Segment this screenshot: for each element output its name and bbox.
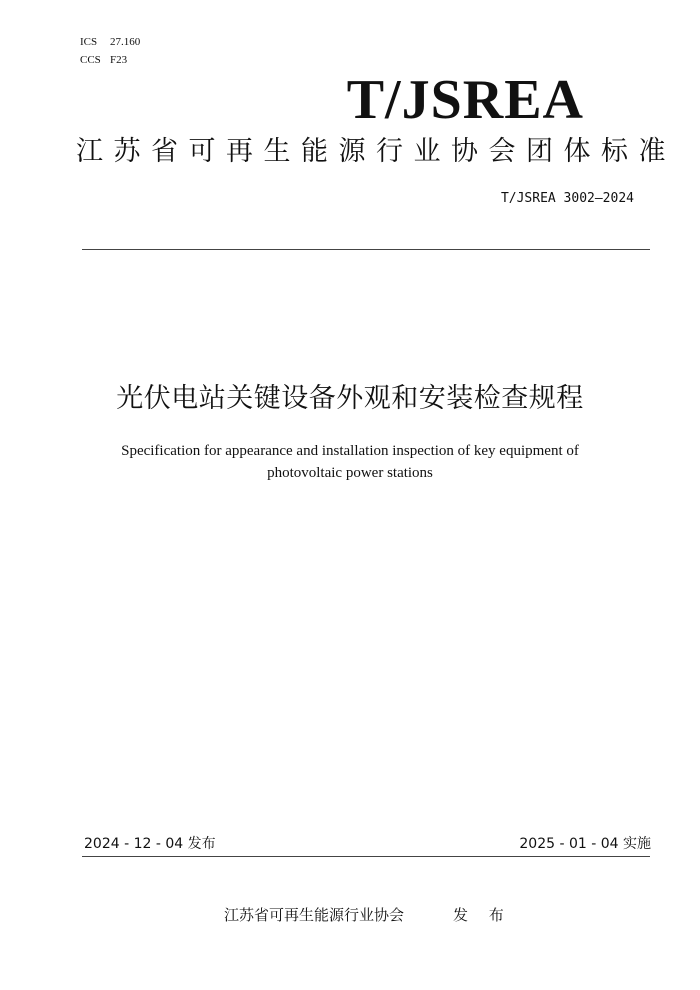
ccs-label: CCS <box>80 54 101 66</box>
document-title-english: Specification for appearance and installation inspection of key equipment of photovoltaic power stations <box>121 443 579 481</box>
standard-number: T/JSREA 3002—2024 <box>500 191 634 206</box>
ccs-code <box>80 53 127 67</box>
publisher-name: 江苏省可再生能源行业协会 <box>224 906 405 924</box>
top-divider <box>82 249 650 250</box>
implementation-date: 2025 - 01 - 04 实施 <box>519 836 651 852</box>
ics-value: 27.160 <box>110 36 141 48</box>
publish-date: 2024 - 12 - 04 发布 <box>84 836 216 852</box>
publish-action: 发 布 <box>453 906 512 924</box>
ics-code <box>80 35 140 49</box>
ccs-value: F23 <box>110 54 128 66</box>
organization-standard-heading: 江苏省可再生能源行业协会团体标准 <box>76 136 676 167</box>
document-title-chinese: 光伏电站关键设备外观和安装检查规程 <box>116 383 584 414</box>
ics-label: ICS <box>80 36 98 48</box>
standard-logo: T/JSREA <box>346 69 584 131</box>
bottom-divider <box>82 856 650 857</box>
